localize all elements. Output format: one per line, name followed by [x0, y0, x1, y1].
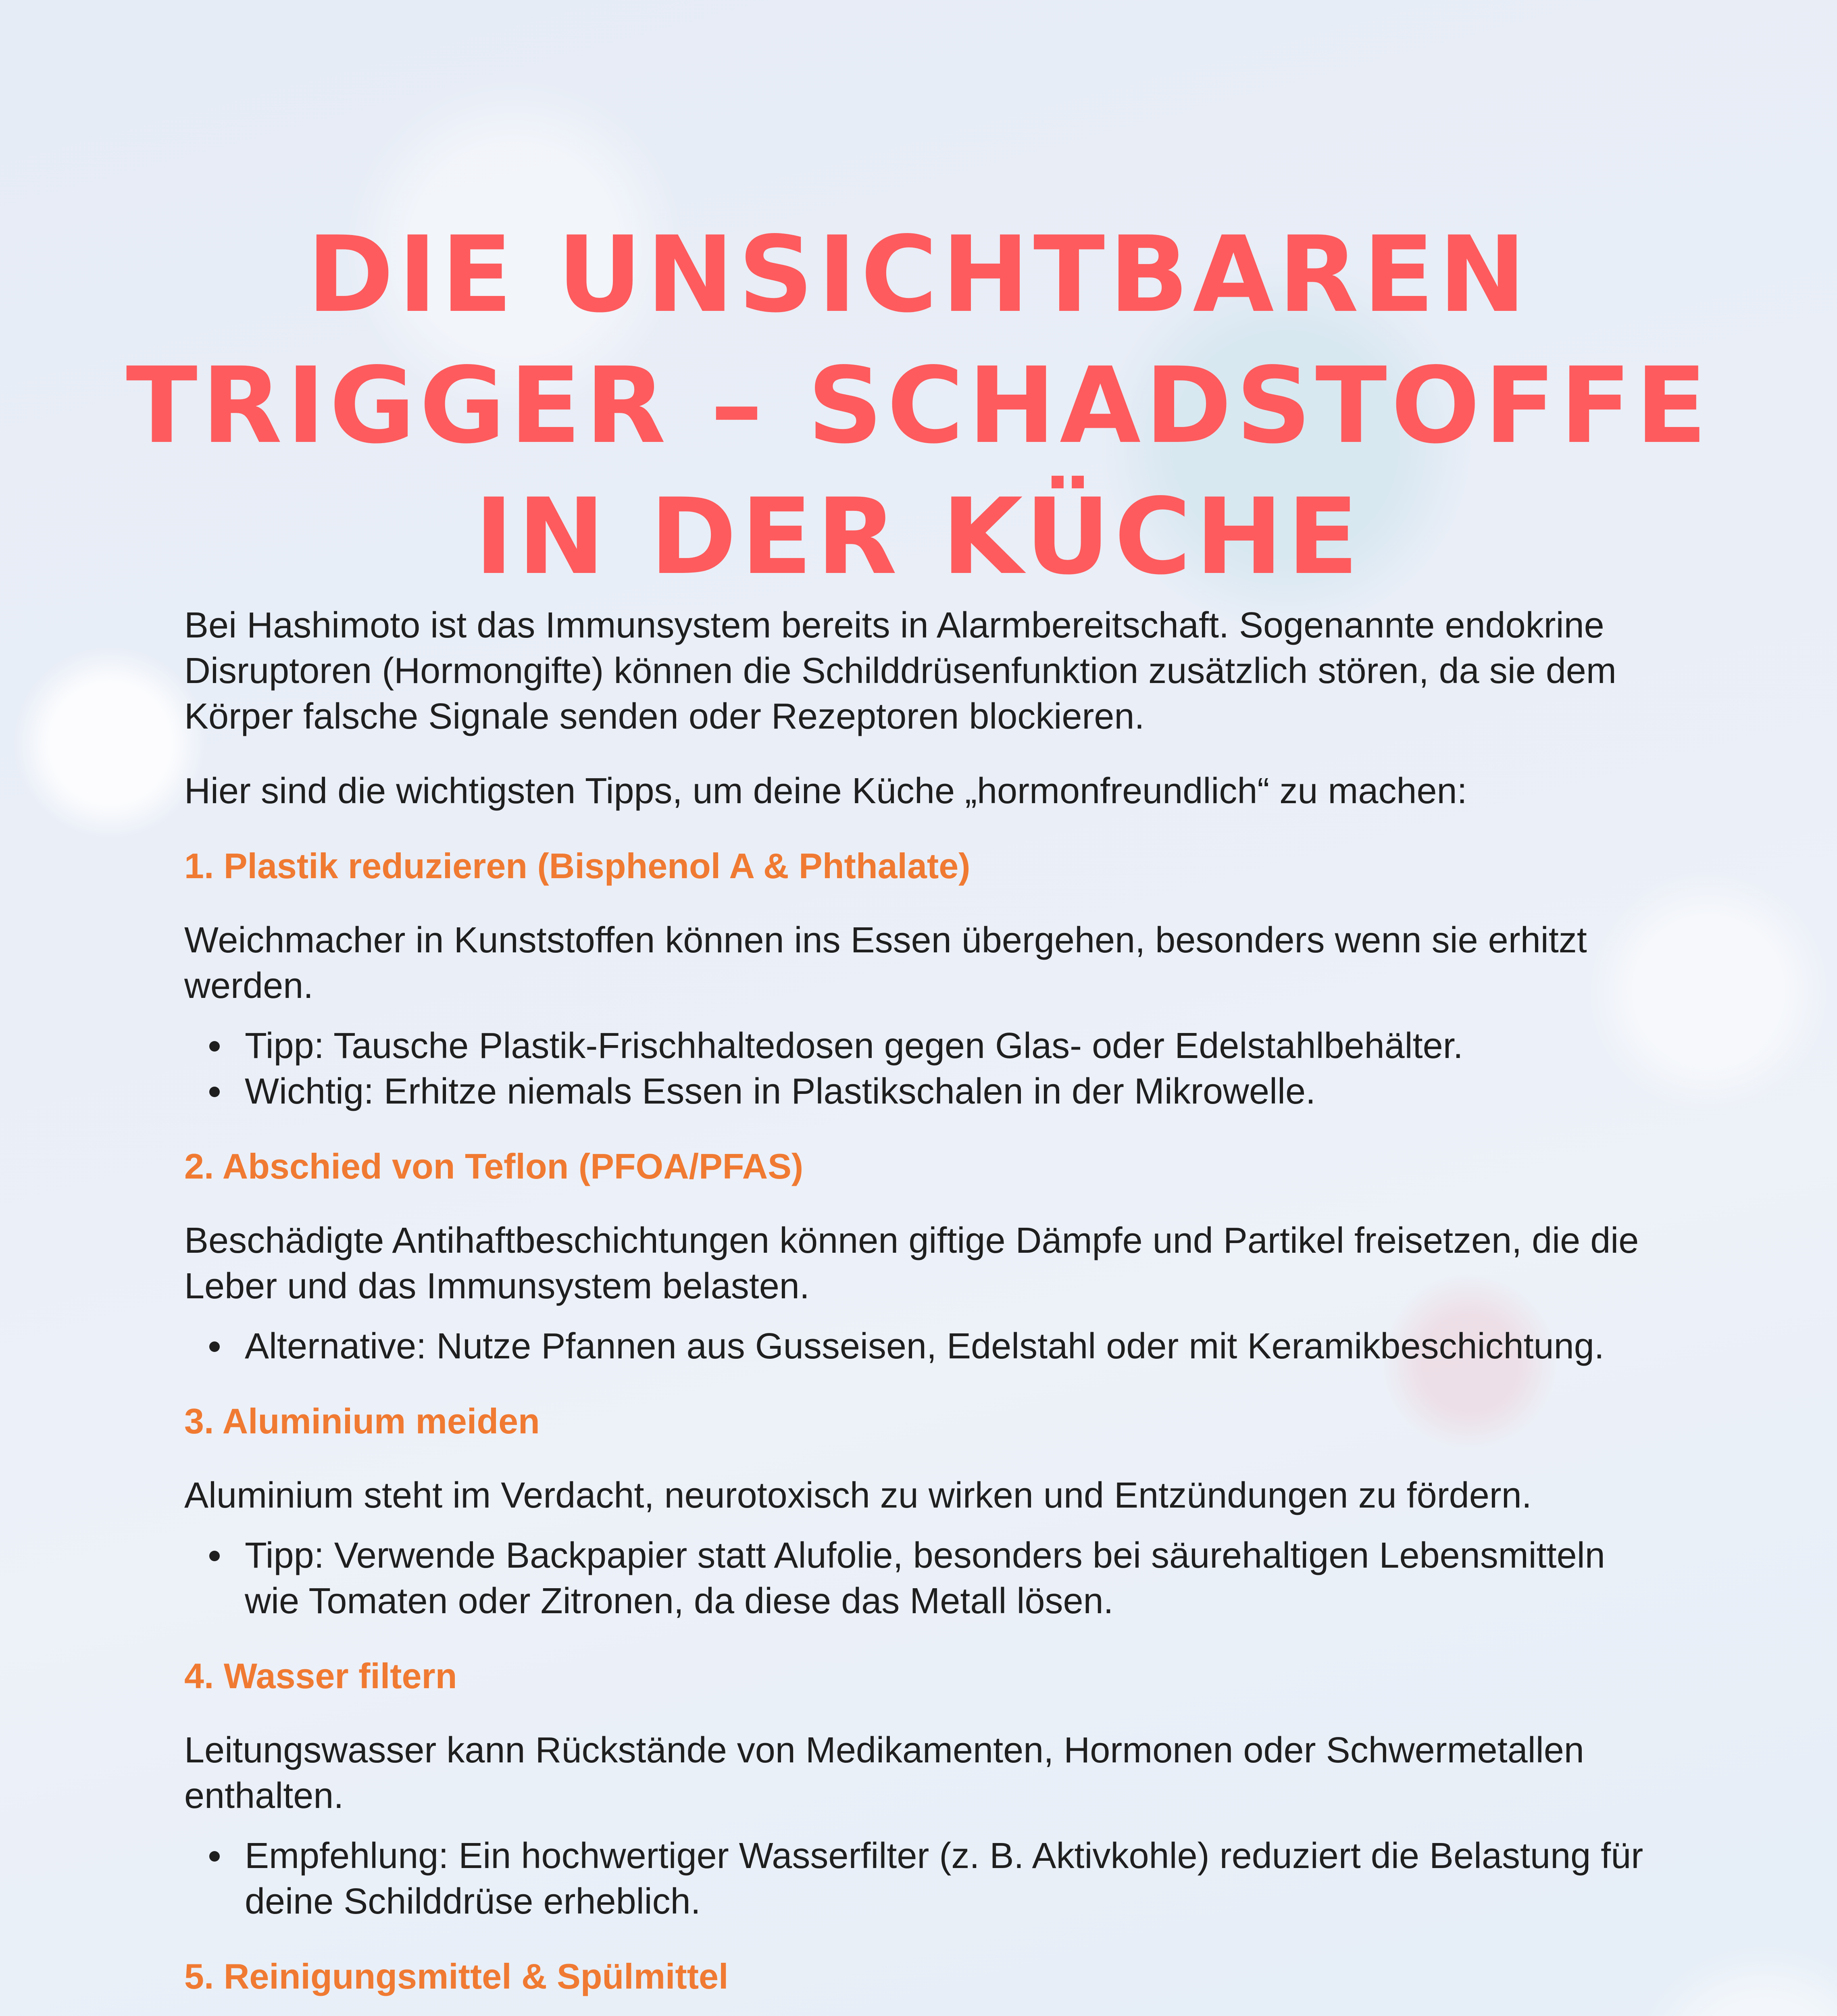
title-line-1: DIE UNSICHTBAREN — [307, 214, 1530, 336]
tip-list — [184, 1533, 1660, 1624]
section-text: Weichmacher in Kunststoffen können ins Essen übergehen, besonders wenn sie erhitzt werden. — [184, 920, 1587, 1006]
intro-paragraph-1: Bei Hashimoto ist das Immunsystem bereits in Alarmbereitschaft. Sogenannte endokrine Disruptoren (Hormongifte) können die Schilddrüsenfunktion zusätzlich stören, da sie dem Körper falsche Signale senden oder Rezeptoren blockieren. — [184, 605, 1616, 737]
tip-list — [184, 1324, 1660, 1369]
section-reinigungsmittel — [184, 1954, 1660, 2016]
page-title — [0, 210, 1837, 603]
section-wasser — [184, 1653, 1660, 1924]
tip-item: Wichtig: Erhitze niemals Essen in Plastikschalen in der Mikrowelle. — [245, 1069, 1660, 1114]
section-heading: 2. Abschied von Teflon (PFOA/PFAS) — [184, 1146, 804, 1186]
section-text: Beschädigte Antihaftbeschichtungen können giftige Dämpfe und Partikel freisetzen, die die Leber und das Immunsystem belasten. — [184, 1220, 1639, 1306]
section-heading: 1. Plastik reduzieren (Bisphenol A & Phthalate) — [184, 846, 971, 886]
tip-item: Tipp: Verwende Backpapier statt Alufolie, besonders bei säurehaltigen Lebensmitteln wie Tomaten oder Zitronen, da diese das Metall lösen. — [245, 1533, 1660, 1624]
section-plastik — [184, 843, 1660, 1114]
section-text: Leitungswasser kann Rückstände von Medikamenten, Hormonen oder Schwermetallen enthalten. — [184, 1730, 1584, 1816]
section-teflon — [184, 1143, 1660, 1369]
section-text: Aluminium steht im Verdacht, neurotoxisch zu wirken und Entzündungen zu fördern. — [184, 1475, 1532, 1516]
tip-list — [184, 1833, 1660, 1924]
section-heading: 4. Wasser filtern — [184, 1656, 457, 1696]
tip-item: Tipp: Tausche Plastik-Frischhaltedosen gegen Glas- oder Edelstahlbehälter. — [245, 1023, 1660, 1069]
title-line-3: IN DER KÜCHE — [474, 476, 1363, 598]
tip-item: Empfehlung: Ein hochwertiger Wasserfilter (z. B. Aktivkohle) reduziert die Belastung für deine Schilddrüse erheblich. — [245, 1833, 1660, 1924]
section-heading: 3. Aluminium meiden — [184, 1401, 540, 1441]
intro-paragraph-2: Hier sind die wichtigsten Tipps, um deine Küche „hormonfreundlich“ zu machen: — [184, 771, 1467, 811]
article-body — [184, 603, 1660, 2016]
section-aluminium — [184, 1398, 1660, 1624]
title-line-2: TRIGGER – SCHADSTOFFE — [126, 345, 1711, 467]
tip-list — [184, 1023, 1660, 1114]
tip-item: Alternative: Nutze Pfannen aus Gusseisen, Edelstahl oder mit Keramikbeschichtung. — [245, 1324, 1660, 1369]
section-heading: 5. Reinigungsmittel & Spülmittel — [184, 1956, 729, 1996]
